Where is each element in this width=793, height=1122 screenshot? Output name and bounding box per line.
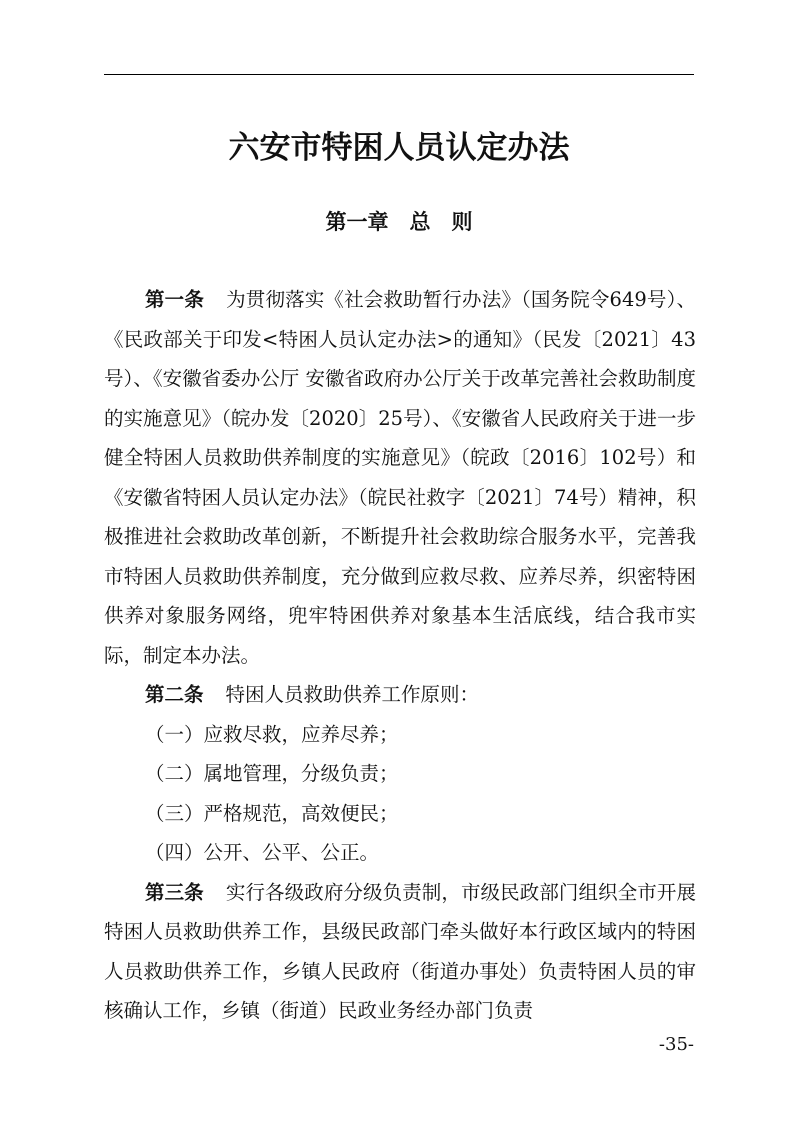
article-label: 第二条 <box>145 683 204 706</box>
chapter-heading: 第一章 总 则 <box>325 209 473 234</box>
principle-item: （四）公开、公平、公正。 <box>145 841 380 864</box>
principle-item: （一）应救尽救，应养尽养； <box>145 722 399 746</box>
article-text: 特困人员救助供养工作原则： <box>225 683 480 706</box>
article-3 <box>104 873 696 1031</box>
document-body <box>104 280 696 1031</box>
article-label: 第一条 <box>145 288 204 311</box>
article-1 <box>104 280 696 675</box>
article-text: 为贯彻落实《社会救助暂行办法》（国务院令649号）、《民政部关于印发<特困人员认定办法>的通知》（民发〔2021〕43号）、《安徽省委办公厅 安徽省政府办公厅关于改革完善社会救助制度的实施意见》（皖办发〔2020〕25号）、《安徽省人民政府关于进一步健全特困人员救助供养制度的实施意见》（皖政〔2016〕102号）和《安徽省特困人员认定办法》（皖民社救字〔2021〕74号）精神，积极推进社会救助改革创新，不断提升社会救助综合服务水平，完善我市特困人员救助供养制度，充分做到应救尽救、应养尽养，织密特困供养对象服务网络，兜牢特困供养对象基本生活底线，结合我市实际，制定本办法。 <box>104 288 696 667</box>
principle-item: （三）严格规范，高效便民； <box>145 801 399 825</box>
header-rule <box>104 74 694 75</box>
article-2 <box>104 675 696 715</box>
article-text: 实行各级政府分级负责制，市级民政部门组织全市开展特困人员救助供养工作，县级民政部门牵头做好本行政区域内的特困人员救助供养工作，乡镇人民政府（街道办事处）负责特困人员的审核确认工作，乡镇（街道）民政业务经办部门负责 <box>104 880 696 1022</box>
page-number: -35- <box>658 1034 694 1055</box>
article-label: 第三条 <box>145 880 204 904</box>
document-title: 六安市特困人员认定办法 <box>228 130 570 166</box>
principle-item: （二）属地管理，分级负责； <box>145 762 399 785</box>
